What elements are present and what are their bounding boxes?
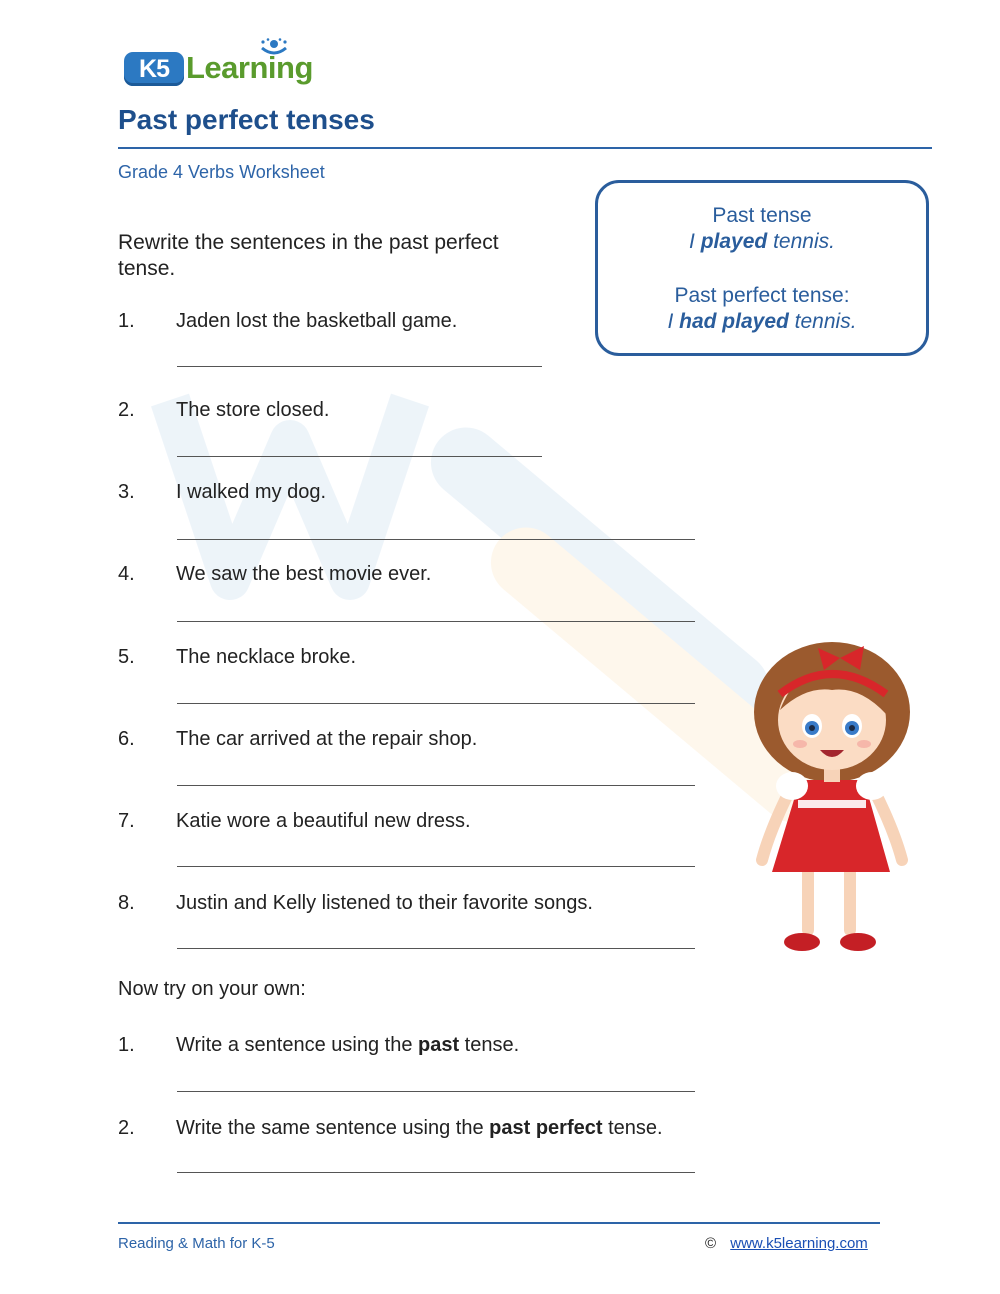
item-number: 5.	[118, 646, 135, 668]
past-tense-example: I played tennis.	[689, 230, 835, 253]
item-sentence: Justin and Kelly listened to their favorite songs.	[176, 892, 593, 914]
item-number: 2.	[118, 399, 135, 421]
item-number: 7.	[118, 810, 135, 832]
instructions-text: Rewrite the sentences in the past perfect tense.	[118, 231, 499, 280]
item-prompt: Write the same sentence using the past perfect tense.	[176, 1117, 663, 1139]
item-number: 1.	[118, 1034, 135, 1056]
answer-line-7[interactable]	[177, 866, 695, 867]
website-link[interactable]: www.k5learning.com	[730, 1235, 868, 1252]
answer-line-4[interactable]	[177, 621, 695, 622]
copyright-symbol: ©	[705, 1235, 717, 1252]
logo-k5-badge: K5	[124, 52, 184, 86]
worksheet-title: Past perfect tenses	[118, 104, 375, 135]
item-sentence: The store closed.	[176, 399, 330, 421]
past-tense-label: Past tense	[712, 204, 812, 227]
own-answer-line-2[interactable]	[177, 1172, 695, 1173]
item-sentence: Jaden lost the basketball game.	[176, 310, 458, 332]
answer-line-3[interactable]	[177, 539, 695, 540]
answer-line-8[interactable]	[177, 948, 695, 949]
logo-figure-icon	[258, 38, 290, 60]
footer-copyright	[705, 1235, 868, 1252]
example-box	[595, 180, 929, 356]
girl-illustration	[740, 640, 920, 960]
item-number: 1.	[118, 310, 135, 332]
answer-line-5[interactable]	[177, 703, 695, 704]
own-section-title: Now try on your own:	[118, 978, 306, 1000]
item-number: 6.	[118, 728, 135, 750]
item-number: 8.	[118, 892, 135, 914]
item-prompt: Write a sentence using the past tense.	[176, 1034, 520, 1056]
footer-divider	[118, 1222, 880, 1224]
item-sentence: I walked my dog.	[176, 481, 327, 503]
k5-learning-logo	[120, 38, 340, 94]
item-sentence: Katie wore a beautiful new dress.	[176, 810, 471, 832]
answer-line-6[interactable]	[177, 785, 695, 786]
item-number: 3.	[118, 481, 135, 503]
past-perfect-example: I had played tennis.	[667, 310, 857, 333]
item-number: 4.	[118, 563, 135, 585]
title-divider	[118, 147, 932, 149]
answer-line-1[interactable]	[177, 366, 542, 367]
own-answer-line-1[interactable]	[177, 1091, 695, 1092]
item-sentence: We saw the best movie ever.	[176, 563, 432, 585]
logo-wordmark: Learning	[186, 50, 313, 85]
footer-tagline: Reading & Math for K-5	[118, 1235, 275, 1252]
item-sentence: The car arrived at the repair shop.	[176, 728, 478, 750]
past-perfect-label: Past perfect tense:	[674, 284, 850, 307]
worksheet-subtitle: Grade 4 Verbs Worksheet	[118, 162, 325, 182]
item-number: 2.	[118, 1117, 135, 1139]
item-sentence: The necklace broke.	[176, 646, 357, 668]
answer-line-2[interactable]	[177, 456, 542, 457]
